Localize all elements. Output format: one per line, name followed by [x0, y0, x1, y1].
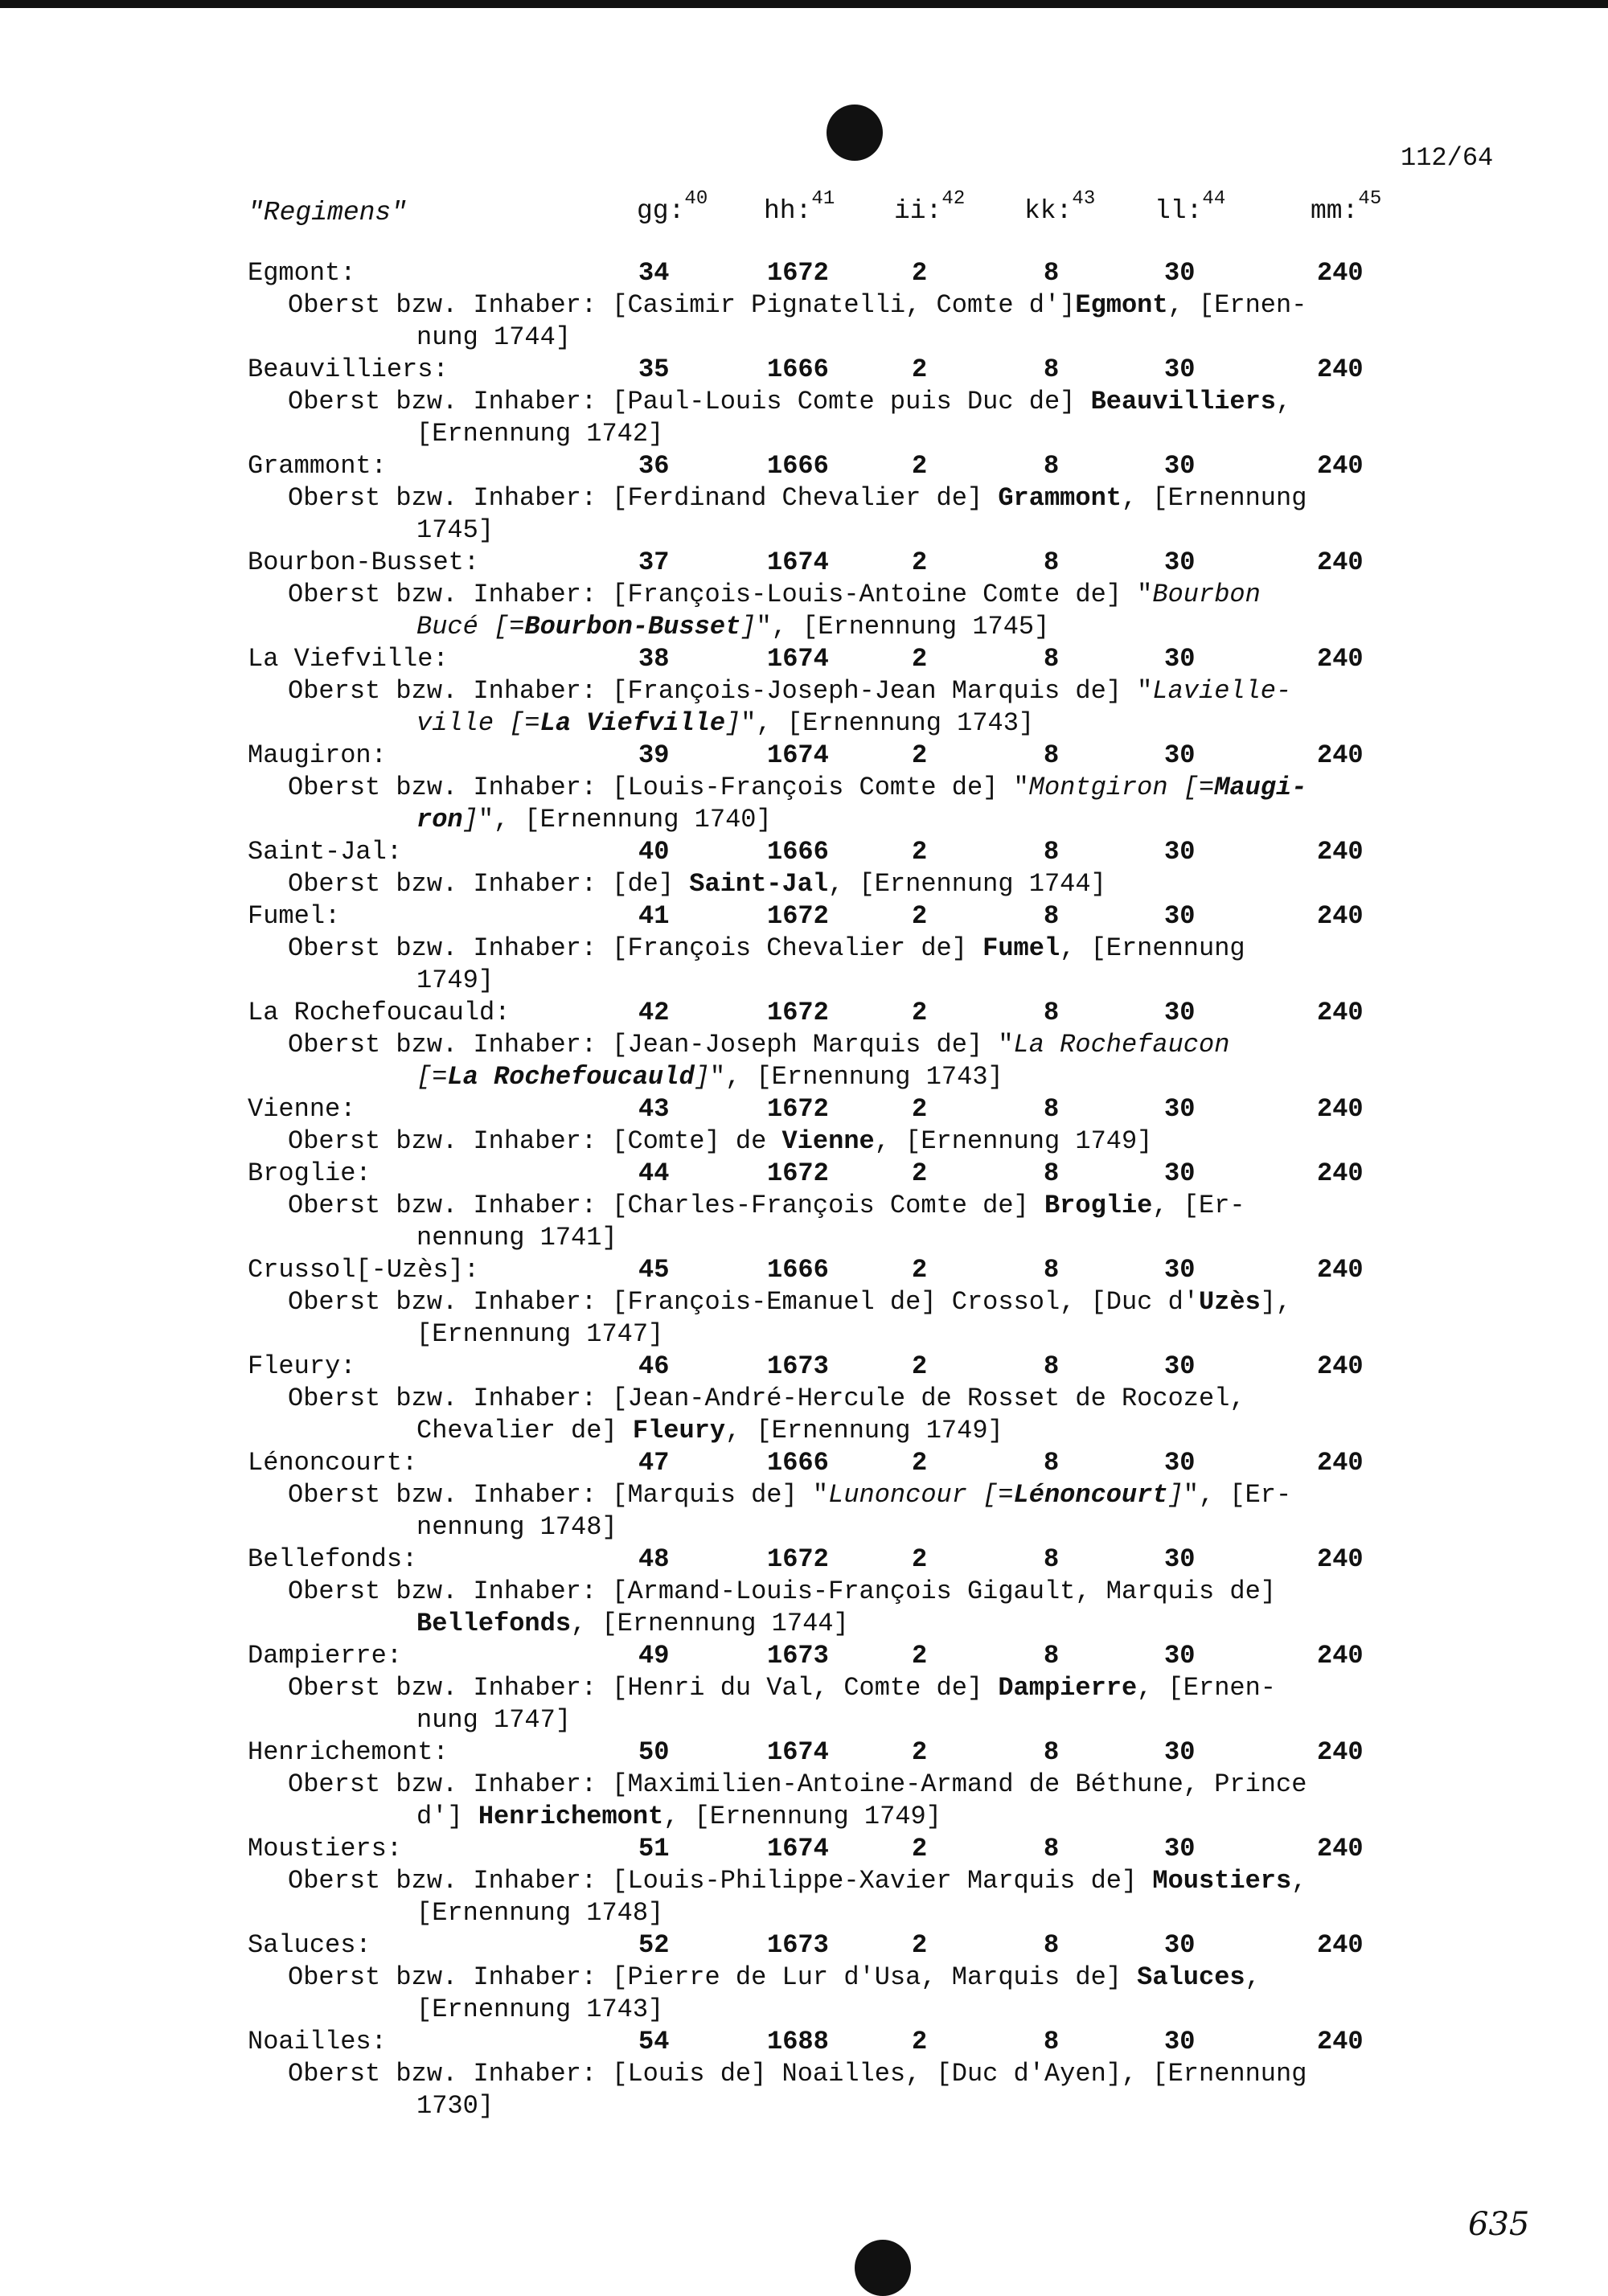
- description-line-1: Oberst bzw. Inhaber: [Henri du Val, Comte de] Dampierre, [Ernen-: [288, 1673, 1276, 1703]
- regiment-entry: [248, 1351, 1470, 1447]
- col-ii-value: 2: [912, 740, 928, 770]
- regiment-name: Beauvilliers:: [248, 355, 449, 384]
- regiment-name: Egmont:: [248, 258, 356, 288]
- regiment-description: [288, 1286, 1470, 1351]
- regiment-name: Noailles:: [248, 2027, 387, 2056]
- header-col-kk: kk:$^{43}$: [1024, 188, 1096, 226]
- col-hh-value: 1672: [767, 998, 829, 1027]
- col-gg-value: 49: [638, 1641, 670, 1671]
- col-mm-value: 240: [1317, 1351, 1364, 1381]
- regiment-list: [248, 257, 1470, 2122]
- regiment-entry: [248, 1736, 1470, 1833]
- regiment-description: [288, 1029, 1470, 1093]
- regiment-description: [288, 933, 1470, 997]
- col-gg-value: 43: [638, 1094, 670, 1124]
- col-ii-value: 2: [912, 547, 928, 577]
- regiment-description: [288, 2058, 1470, 2122]
- col-ii-value: 2: [912, 1834, 928, 1863]
- regiment-name: Bourbon-Busset:: [248, 547, 480, 577]
- col-hh-value: 1672: [767, 1544, 829, 1574]
- col-gg-value: 34: [638, 258, 670, 288]
- col-ll-value: 30: [1164, 837, 1196, 867]
- col-kk-value: 8: [1044, 998, 1060, 1027]
- col-hh-value: 1674: [767, 547, 829, 577]
- col-kk-value: 8: [1044, 1641, 1060, 1671]
- col-kk-value: 8: [1044, 740, 1060, 770]
- regiment-name: Fumel:: [248, 901, 341, 931]
- header-col-mm: mm:$^{45}$: [1311, 188, 1382, 226]
- col-ll-value: 30: [1164, 1094, 1196, 1124]
- col-kk-value: 8: [1044, 901, 1060, 931]
- regiment-name: La Rochefoucauld:: [248, 998, 511, 1027]
- regiment-description: [288, 1576, 1470, 1640]
- description-line-2: nung 1747]: [416, 1705, 572, 1735]
- col-gg-value: 44: [638, 1158, 670, 1188]
- col-ii-value: 2: [912, 1448, 928, 1478]
- col-ii-value: 2: [912, 1255, 928, 1285]
- regiment-name: Henrichemont:: [248, 1737, 449, 1767]
- col-kk-value: 8: [1044, 1094, 1060, 1124]
- col-kk-value: 8: [1044, 644, 1060, 674]
- col-ii-value: 2: [912, 1351, 928, 1381]
- regiment-entry: [248, 900, 1470, 997]
- col-ll-value: 30: [1164, 1158, 1196, 1188]
- description-line-1: Oberst bzw. Inhaber: [François Chevalier de] Fumel, [Ernennung: [288, 933, 1245, 963]
- description-line-1: Oberst bzw. Inhaber: [François-Joseph-Jean Marquis de] "Lavielle-: [288, 676, 1292, 706]
- col-ll-value: 30: [1164, 1641, 1196, 1671]
- col-mm-value: 240: [1317, 547, 1364, 577]
- col-ll-value: 30: [1164, 258, 1196, 288]
- col-ll-value: 30: [1164, 1448, 1196, 1478]
- description-line-1: Oberst bzw. Inhaber: [Jean-André-Hercule de Rosset de Rocozel,: [288, 1384, 1245, 1413]
- description-line-1: Oberst bzw. Inhaber: [Casimir Pignatelli, Comte d']Egmont, [Ernen-: [288, 290, 1307, 320]
- regiment-entry: [248, 2026, 1470, 2122]
- description-line-1: Oberst bzw. Inhaber: [Armand-Louis-François Gigault, Marquis de]: [288, 1576, 1276, 1606]
- col-hh-value: 1672: [767, 258, 829, 288]
- description-line-2: Chevalier de] Fleury, [Ernennung 1749]: [416, 1416, 1003, 1445]
- regiment-entry: [248, 740, 1470, 836]
- col-hh-value: 1674: [767, 1737, 829, 1767]
- description-line-2: d'] Henrichemont, [Ernennung 1749]: [416, 1802, 941, 1831]
- regiment-description: [288, 1865, 1470, 1929]
- regiment-name: Lénoncourt:: [248, 1448, 418, 1478]
- col-ii-value: 2: [912, 644, 928, 674]
- col-mm-value: 240: [1317, 1834, 1364, 1863]
- col-ll-value: 30: [1164, 1255, 1196, 1285]
- col-ii-value: 2: [912, 258, 928, 288]
- col-ll-value: 30: [1164, 1544, 1196, 1574]
- col-gg-value: 54: [638, 2027, 670, 2056]
- col-mm-value: 240: [1317, 1737, 1364, 1767]
- description-line-1: Oberst bzw. Inhaber: [Charles-François Comte de] Broglie, [Er-: [288, 1191, 1245, 1220]
- regiment-entry: [248, 1640, 1470, 1736]
- description-line-1: Oberst bzw. Inhaber: [de] Saint-Jal, [Ernennung 1744]: [288, 869, 1106, 899]
- col-ii-value: 2: [912, 901, 928, 931]
- description-line-2: [Ernennung 1743]: [416, 1995, 664, 2024]
- col-mm-value: 240: [1317, 644, 1364, 674]
- col-ii-value: 2: [912, 355, 928, 384]
- col-kk-value: 8: [1044, 1737, 1060, 1767]
- col-ll-value: 30: [1164, 644, 1196, 674]
- col-ii-value: 2: [912, 1094, 928, 1124]
- regiment-description: [288, 1769, 1470, 1833]
- regiment-head-line: [248, 1254, 1470, 1286]
- col-gg-value: 37: [638, 547, 670, 577]
- regiment-name: Bellefonds:: [248, 1544, 418, 1574]
- regiment-head-line: [248, 900, 1470, 933]
- col-kk-value: 8: [1044, 451, 1060, 481]
- scan-top-edge: [0, 0, 1608, 8]
- col-hh-value: 1673: [767, 1641, 829, 1671]
- description-line-2: nennung 1748]: [416, 1512, 617, 1542]
- col-ll-value: 30: [1164, 998, 1196, 1027]
- col-mm-value: 240: [1317, 451, 1364, 481]
- description-line-2: [Ernennung 1742]: [416, 419, 664, 449]
- regiment-description: [288, 1479, 1470, 1544]
- col-hh-value: 1666: [767, 355, 829, 384]
- col-kk-value: 8: [1044, 1930, 1060, 1960]
- regiment-name: Moustiers:: [248, 1834, 403, 1863]
- regiment-entry: [248, 1158, 1470, 1254]
- col-gg-value: 51: [638, 1834, 670, 1863]
- regiment-head-line: [248, 836, 1470, 868]
- regiment-entry: [248, 1833, 1470, 1929]
- description-line-1: Oberst bzw. Inhaber: [Paul-Louis Comte puis Duc de] Beauvilliers,: [288, 387, 1292, 416]
- col-mm-value: 240: [1317, 740, 1364, 770]
- description-line-2: [Ernennung 1748]: [416, 1898, 664, 1928]
- punch-hole-top: [827, 105, 883, 161]
- col-ll-value: 30: [1164, 901, 1196, 931]
- col-hh-value: 1674: [767, 1834, 829, 1863]
- col-mm-value: 240: [1317, 998, 1364, 1027]
- description-line-1: Oberst bzw. Inhaber: [Jean-Joseph Marquis de] "La Rochefaucon: [288, 1030, 1230, 1060]
- description-line-1: Oberst bzw. Inhaber: [François-Louis-Antoine Comte de] "Bourbon: [288, 580, 1261, 609]
- regiment-description: [288, 289, 1470, 354]
- col-hh-value: 1672: [767, 1094, 829, 1124]
- regiment-name: Saint-Jal:: [248, 837, 403, 867]
- col-gg-value: 50: [638, 1737, 670, 1767]
- regiment-description: [288, 675, 1470, 740]
- regiment-entry: [248, 997, 1470, 1093]
- col-hh-value: 1672: [767, 1158, 829, 1188]
- description-line-2: ville [=La Viefville]", [Ernennung 1743]: [416, 708, 1035, 738]
- col-gg-value: 48: [638, 1544, 670, 1574]
- page-number: 112/64: [1401, 143, 1494, 173]
- regiment-head-line: [248, 257, 1470, 289]
- regiment-head-line: [248, 547, 1470, 579]
- regiment-entry: [248, 257, 1470, 354]
- col-gg-value: 35: [638, 355, 670, 384]
- description-line-2: [=La Rochefoucauld]", [Ernennung 1743]: [416, 1062, 1003, 1092]
- col-ii-value: 2: [912, 451, 928, 481]
- col-hh-value: 1666: [767, 1255, 829, 1285]
- regiment-head-line: [248, 740, 1470, 772]
- col-ll-value: 30: [1164, 1834, 1196, 1863]
- col-mm-value: 240: [1317, 901, 1364, 931]
- regiment-description: [288, 1672, 1470, 1736]
- regiment-description: [288, 1962, 1470, 2026]
- description-line-1: Oberst bzw. Inhaber: [Louis de] Noailles, [Duc d'Ayen], [Ernennung: [288, 2059, 1307, 2089]
- regiment-head-line: [248, 997, 1470, 1029]
- col-gg-value: 36: [638, 451, 670, 481]
- col-hh-value: 1688: [767, 2027, 829, 2056]
- handwritten-page-note: 635: [1468, 2206, 1530, 2243]
- col-mm-value: 240: [1317, 258, 1364, 288]
- col-hh-value: 1673: [767, 1351, 829, 1381]
- col-mm-value: 240: [1317, 1255, 1364, 1285]
- regiment-head-line: [248, 1833, 1470, 1865]
- regiment-head-line: [248, 1736, 1470, 1769]
- col-hh-value: 1673: [767, 1930, 829, 1960]
- col-kk-value: 8: [1044, 1448, 1060, 1478]
- description-line-1: Oberst bzw. Inhaber: [Ferdinand Chevalier de] Grammont, [Ernennung: [288, 483, 1307, 513]
- col-mm-value: 240: [1317, 1641, 1364, 1671]
- regiment-description: [288, 482, 1470, 547]
- col-kk-value: 8: [1044, 355, 1060, 384]
- regiment-description: [288, 868, 1470, 900]
- col-ll-value: 30: [1164, 1351, 1196, 1381]
- regiment-head-line: [248, 1158, 1470, 1190]
- regiment-head-line: [248, 1093, 1470, 1125]
- regiment-entry: [248, 836, 1470, 900]
- col-ii-value: 2: [912, 1158, 928, 1188]
- regiment-head-line: [248, 1447, 1470, 1479]
- regiment-head-line: [248, 1351, 1470, 1383]
- regiment-name: La Viefville:: [248, 644, 449, 674]
- description-line-1: Oberst bzw. Inhaber: [Comte] de Vienne, [Ernennung 1749]: [288, 1126, 1153, 1156]
- punch-hole-bottom: [855, 2240, 911, 2296]
- col-gg-value: 39: [638, 740, 670, 770]
- col-mm-value: 240: [1317, 355, 1364, 384]
- description-line-2: nennung 1741]: [416, 1223, 617, 1253]
- col-kk-value: 8: [1044, 2027, 1060, 2056]
- col-ll-value: 30: [1164, 355, 1196, 384]
- regiment-name: Saluces:: [248, 1930, 371, 1960]
- regiment-entry: [248, 1447, 1470, 1544]
- col-mm-value: 240: [1317, 1158, 1364, 1188]
- description-line-2: Bellefonds, [Ernennung 1744]: [416, 1609, 849, 1638]
- header-col-ii: ii:$^{42}$: [894, 188, 966, 226]
- col-ii-value: 2: [912, 2027, 928, 2056]
- regiment-entry: [248, 547, 1470, 643]
- regiment-entry: [248, 1093, 1470, 1158]
- regiment-entry: [248, 1544, 1470, 1640]
- col-kk-value: 8: [1044, 1255, 1060, 1285]
- col-mm-value: 240: [1317, 1448, 1364, 1478]
- regiment-entry: [248, 450, 1470, 547]
- col-hh-value: 1674: [767, 740, 829, 770]
- regiment-head-line: [248, 354, 1470, 386]
- col-gg-value: 46: [638, 1351, 670, 1381]
- col-gg-value: 45: [638, 1255, 670, 1285]
- col-hh-value: 1674: [767, 644, 829, 674]
- col-gg-value: 47: [638, 1448, 670, 1478]
- description-line-2: ron]", [Ernennung 1740]: [416, 805, 772, 834]
- regiment-name: Crussol[-Uzès]:: [248, 1255, 480, 1285]
- regiment-name: Vienne:: [248, 1094, 356, 1124]
- col-kk-value: 8: [1044, 1351, 1060, 1381]
- description-line-2: 1730]: [416, 2091, 494, 2121]
- col-hh-value: 1666: [767, 837, 829, 867]
- col-kk-value: 8: [1044, 837, 1060, 867]
- regiment-name: Broglie:: [248, 1158, 371, 1188]
- description-line-2: [Ernennung 1747]: [416, 1319, 664, 1349]
- col-kk-value: 8: [1044, 1544, 1060, 1574]
- regiment-name: Maugiron:: [248, 740, 387, 770]
- col-kk-value: 8: [1044, 547, 1060, 577]
- col-ll-value: 30: [1164, 451, 1196, 481]
- col-ii-value: 2: [912, 1544, 928, 1574]
- col-gg-value: 42: [638, 998, 670, 1027]
- description-line-2: 1749]: [416, 966, 494, 995]
- col-kk-value: 8: [1044, 258, 1060, 288]
- col-ll-value: 30: [1164, 547, 1196, 577]
- description-line-2: nung 1744]: [416, 322, 572, 352]
- col-mm-value: 240: [1317, 1094, 1364, 1124]
- col-mm-value: 240: [1317, 2027, 1364, 2056]
- col-kk-value: 8: [1044, 1834, 1060, 1863]
- col-ii-value: 2: [912, 1737, 928, 1767]
- col-ii-value: 2: [912, 1641, 928, 1671]
- col-hh-value: 1666: [767, 1448, 829, 1478]
- col-gg-value: 41: [638, 901, 670, 931]
- col-ll-value: 30: [1164, 2027, 1196, 2056]
- regiment-description: [288, 579, 1470, 643]
- regiment-head-line: [248, 1640, 1470, 1672]
- regiment-head-line: [248, 643, 1470, 675]
- regiment-head-line: [248, 2026, 1470, 2058]
- regiment-description: [288, 386, 1470, 450]
- header-col-gg: gg:$^{40}$: [637, 188, 708, 226]
- col-mm-value: 240: [1317, 1930, 1364, 1960]
- description-line-1: Oberst bzw. Inhaber: [François-Emanuel de] Crossol, [Duc d'Uzès],: [288, 1287, 1292, 1317]
- col-gg-value: 40: [638, 837, 670, 867]
- header-col-ll: ll:$^{44}$: [1155, 188, 1226, 226]
- description-line-1: Oberst bzw. Inhaber: [Marquis de] "Lunoncour [=Lénoncourt]", [Er-: [288, 1480, 1292, 1510]
- regiment-entry: [248, 354, 1470, 450]
- col-mm-value: 240: [1317, 837, 1364, 867]
- description-line-1: Oberst bzw. Inhaber: [Pierre de Lur d'Usa, Marquis de] Saluces,: [288, 1962, 1261, 1992]
- regiment-description: [288, 1125, 1470, 1158]
- regiment-description: [288, 772, 1470, 836]
- regiment-name: Fleury:: [248, 1351, 356, 1381]
- regiment-entry: [248, 1254, 1470, 1351]
- regiment-description: [288, 1383, 1470, 1447]
- col-mm-value: 240: [1317, 1544, 1364, 1574]
- description-line-1: Oberst bzw. Inhaber: [Louis-Philippe-Xavier Marquis de] Moustiers,: [288, 1866, 1307, 1896]
- regiment-description: [288, 1190, 1470, 1254]
- regiment-head-line: [248, 1544, 1470, 1576]
- header-col-hh: hh:$^{41}$: [764, 188, 835, 226]
- regiment-name: Dampierre:: [248, 1641, 403, 1671]
- col-gg-value: 38: [638, 644, 670, 674]
- col-ii-value: 2: [912, 1930, 928, 1960]
- col-ll-value: 30: [1164, 1737, 1196, 1767]
- col-kk-value: 8: [1044, 1158, 1060, 1188]
- col-ii-value: 2: [912, 837, 928, 867]
- header-title: "Regimens": [248, 198, 408, 228]
- regiment-head-line: [248, 1929, 1470, 1962]
- description-line-1: Oberst bzw. Inhaber: [Maximilien-Antoine-Armand de Béthune, Prince: [288, 1769, 1307, 1799]
- col-ll-value: 30: [1164, 1930, 1196, 1960]
- col-hh-value: 1672: [767, 901, 829, 931]
- description-line-2: 1745]: [416, 515, 494, 545]
- col-ii-value: 2: [912, 998, 928, 1027]
- description-line-1: Oberst bzw. Inhaber: [Louis-François Comte de] "Montgiron [=Maugi-: [288, 773, 1307, 802]
- regiment-name: Grammont:: [248, 451, 387, 481]
- col-gg-value: 52: [638, 1930, 670, 1960]
- description-line-2: Bucé [=Bourbon-Busset]", [Ernennung 1745]: [416, 612, 1050, 642]
- regiment-entry: [248, 1929, 1470, 2026]
- regiment-entry: [248, 643, 1470, 740]
- col-hh-value: 1666: [767, 451, 829, 481]
- regiment-head-line: [248, 450, 1470, 482]
- col-ll-value: 30: [1164, 740, 1196, 770]
